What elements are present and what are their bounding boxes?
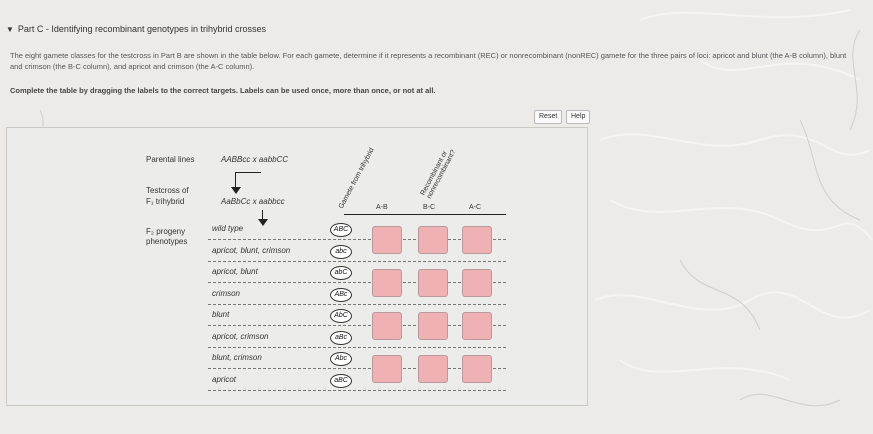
gamete-oval: ABC — [330, 223, 352, 237]
arrowhead-icon — [231, 187, 241, 194]
drop-target-ab[interactable] — [372, 226, 402, 254]
drop-target-ac[interactable] — [462, 226, 492, 254]
row-divider — [208, 304, 506, 305]
rec-header: Recombinant or nonrecombinant? — [419, 148, 458, 200]
gamete-oval: aBc — [330, 331, 352, 345]
row-divider — [208, 390, 506, 391]
drop-target-ab[interactable] — [372, 312, 402, 340]
reset-button[interactable]: Reset — [534, 110, 562, 124]
gamete-header: Gamete from trihybrid — [337, 146, 376, 210]
parental-cross: AABBcc x aabbCC — [221, 155, 289, 164]
phenotype-label: apricot, blunt, crimson — [212, 245, 291, 255]
drag-drop-panel — [6, 127, 588, 406]
drop-target-bc[interactable] — [418, 312, 448, 340]
col-header-ab: A-B — [376, 204, 388, 211]
gamete-oval: AbC — [330, 309, 352, 323]
gamete-oval: Abc — [330, 352, 352, 366]
col-header-ac: A-C — [469, 204, 482, 211]
testcross-cross: AaBbCc x aabbcc — [221, 197, 285, 206]
header-rule — [344, 214, 506, 215]
phenotype-label: apricot, blunt — [212, 267, 258, 276]
drop-target-bc[interactable] — [418, 269, 448, 297]
gamete-oval: ABc — [330, 288, 352, 302]
phenotype-label: blunt — [212, 310, 230, 319]
drop-target-bc[interactable] — [418, 226, 448, 254]
row-divider — [208, 347, 506, 348]
intro-text: The eight gamete classes for the testcross in Part B are shown in the table below. For each gamete, determine if it represents a recombinant (REC) or nonrecombinant (nonREC) gamete for the three pairs of loci: apricot and blunt (the A-B column), blunt and crimson (the B-C column), and apricot and crimson (the A-C column). — [10, 51, 847, 71]
part-title-text: Part C - Identifying recombinant genotypes in trihybrid crosses — [17, 24, 267, 34]
arrow-down-icon — [235, 172, 236, 188]
drop-target-ac[interactable] — [462, 355, 492, 383]
phenotypes-label: phenotypes — [146, 237, 188, 246]
gamete-oval: abc — [330, 245, 352, 259]
drop-target-ac[interactable] — [462, 312, 492, 340]
drop-target-ab[interactable] — [372, 355, 402, 383]
phenotype-label: wild type — [212, 224, 244, 233]
col-header-bc: B-C — [423, 204, 436, 211]
phenotype-label: apricot, crimson — [212, 331, 269, 341]
progeny-label: F₂ progeny — [146, 227, 186, 236]
help-button[interactable]: Help — [566, 110, 590, 124]
drop-target-ab[interactable] — [372, 269, 402, 297]
parental-lines-label: Parental lines — [146, 155, 195, 164]
row-divider — [208, 261, 506, 262]
arrowhead-icon — [258, 219, 268, 226]
arrow-bar — [235, 172, 261, 173]
instructions-text: Complete the table by dragging the labels to the correct targets. Labels can be used once, more than once, or not at all. — [10, 86, 436, 95]
phenotype-label: crimson — [212, 288, 241, 298]
gamete-oval: aBC — [330, 374, 352, 388]
phenotype-label: apricot — [212, 374, 237, 384]
part-title[interactable] — [6, 24, 266, 34]
drop-target-ac[interactable] — [462, 269, 492, 297]
gamete-oval: abC — [330, 266, 352, 280]
drop-target-bc[interactable] — [418, 355, 448, 383]
testcross-label: Testcross of — [146, 186, 189, 195]
collapse-triangle-icon[interactable]: ▼ — [6, 25, 14, 34]
f1-trihybrid-label: F₁ trihybrid — [146, 197, 185, 206]
phenotype-label: blunt, crimson — [212, 353, 262, 362]
